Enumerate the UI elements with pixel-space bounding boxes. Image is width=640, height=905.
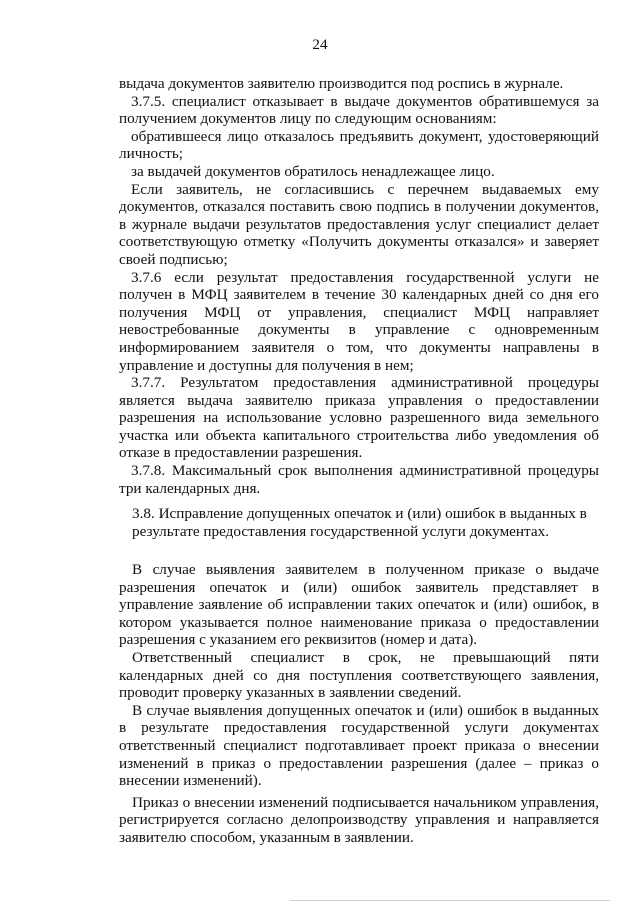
section-heading-3-8 [132, 505, 592, 540]
section-heading: 3.8. Исправление допущенных опечаток и (или) ошибок в выданных в результате предоставления государственной услуги документах. [132, 505, 587, 540]
paragraph: 3.7.6 если результат предоставления государственной услуги не получен в МФЦ заявителем в течение 30 календарных дней со дня его получения МФЦ от управления, специалист МФЦ направляет невостребованные документы в управление с одновременным информированием заявителя о том, что документы направлены в управление и доступны для получения в нем; [119, 268, 599, 374]
paragraph: Если заявитель, не согласившись с перечнем выдаваемых ему документов, отказался поставить свою подпись в получении документов, в журнале выдачи результатов предоставления услуг специалист делает соответствующую отметку «Получить документы отказался» и заверяет своей подписью; [119, 180, 599, 268]
page-number: 24 [312, 36, 328, 53]
text-block-3-8 [119, 561, 599, 847]
paragraph: Ответственный специалист в срок, не превышающий пяти календарных дней со дня поступления соответствующего заявления, проводит проверку указанных в заявлении сведений. [119, 648, 599, 702]
paragraph: выдача документов заявителю производится под роспись в журнале. [119, 75, 564, 92]
paragraph: обратившееся лицо отказалось предъявить документ, удостоверяющий личность; [119, 127, 599, 163]
paragraph: 3.7.5. специалист отказывает в выдаче документов обратившемуся за получением документов лицу по следующим основаниям: [119, 92, 599, 128]
scan-artifact-line [290, 900, 610, 901]
text-block-3-7 [119, 75, 599, 497]
paragraph: за выдачей документов обратилось ненадлежащее лицо. [131, 162, 495, 180]
paragraph: В случае выявления заявителем в полученном приказе о выдаче разрешения опечаток и (или) ошибок заявитель представляет в управление заявление об исправлении таких опечаток и (или) ошибок, в котором указывается полное наименование приказа о предоставлении разрешения с указанием его реквизитов (номер и дата). [119, 561, 599, 649]
paragraph: Приказ о внесении изменений подписывается начальником управления, регистрируется согласно делопроизводству управления и направляется заявителю способом, указанным в заявлении. [119, 793, 599, 846]
paragraph: 3.7.7. Результатом предоставления административной процедуры является выдача заявителю приказа управления о предоставлении разрешения на использование условно разрешенного вида земельного участка или объекта капитального строительства либо уведомления об отказе в предоставлении разрешения. [119, 374, 599, 462]
paragraph: В случае выявления допущенных опечаток и (или) ошибок в выданных в результате предоставления государственной услуги документах ответственный специалист подготавливает проект приказа о внесении изменений в приказ о предоставлении разрешения (далее – приказ о внесении изменений). [119, 701, 599, 790]
paragraph: 3.7.8. Максимальный срок выполнения административной процедуры три календарных дня. [119, 462, 599, 497]
